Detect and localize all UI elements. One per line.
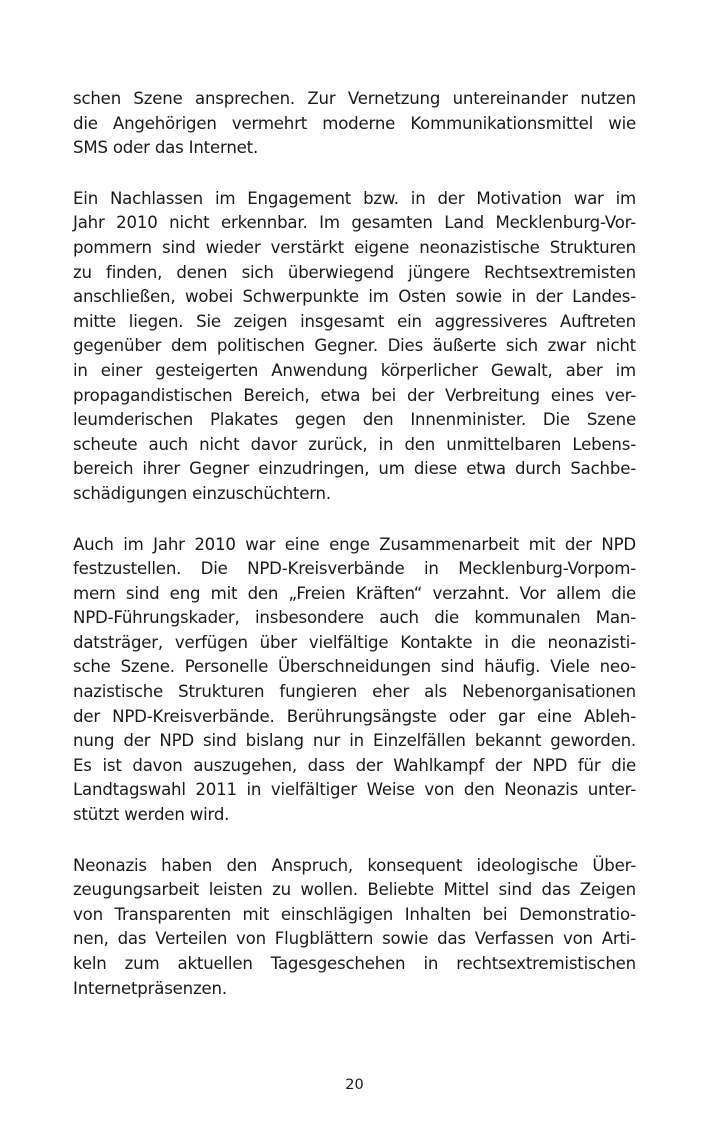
text-line: gegenüber dem politischen Gegner. Dies äußerte sich zwar nicht — [73, 336, 636, 356]
text-line: NPD-Führungskader, insbesondere auch die kommunalen Man- — [73, 608, 636, 628]
text-line: pommern sind wieder verstärkt eigene neonazistische Strukturen — [73, 237, 636, 257]
text-line: propagandistischen Bereich, etwa bei der Verbreitung eines ver- — [73, 385, 636, 405]
text-line: stützt werden wird. — [73, 805, 230, 825]
text-line: nung der NPD sind bislang nur in Einzelfällen bekannt geworden. — [73, 731, 636, 751]
text-line: zeugungsarbeit leisten zu wollen. Beliebte Mittel sind das Zeigen — [73, 880, 636, 900]
text-line: mitte liegen. Sie zeigen insgesamt ein aggressiveres Auftreten — [73, 311, 636, 331]
text-line: schädigungen einzuschüchtern. — [73, 483, 331, 503]
text-line: nazistische Strukturen fungieren eher als Nebenorganisationen — [73, 682, 636, 702]
text-line: schen Szene ansprechen. Zur Vernetzung untereinander nutzen — [73, 89, 636, 108]
page-number: 20 — [345, 1077, 364, 1093]
text-line: Ein Nachlassen im Engagement bzw. in der Motivation war im — [73, 188, 636, 208]
text-line: bereich ihrer Gegner einzudringen, um diese etwa durch Sachbe- — [73, 459, 636, 479]
text-line: die Angehörigen vermehrt moderne Kommunikationsmittel wie — [73, 113, 636, 133]
text-line: sche Szene. Personelle Überschneidungen sind häufig. Viele neo- — [73, 657, 636, 677]
text-line: leumderischen Plakates gegen den Innenminister. Die Szene — [73, 410, 636, 430]
text-line: anschließen, wobei Schwerpunkte im Osten sowie in der Landes- — [73, 287, 636, 307]
text-line: SMS oder das Internet. — [73, 138, 259, 158]
text-line: Neonazis haben den Anspruch, konsequent ideologische Über- — [73, 855, 636, 875]
text-line: Es ist davon auszugehen, dass der Wahlkampf der NPD für die — [73, 755, 636, 775]
paragraph-1 — [73, 87, 636, 161]
text-line: von Transparenten mit einschlägigen Inhalten bei Demonstratio- — [73, 904, 636, 924]
text-line: Internetpräsenzen. — [73, 978, 227, 998]
text-line: der NPD-Kreisverbände. Berührungsängste oder gar eine Ableh- — [73, 706, 636, 726]
text-line: nen, das Verteilen von Flugblättern sowie das Verfassen von Arti- — [73, 929, 636, 949]
paragraph-4 — [73, 854, 636, 1002]
page-body — [73, 87, 636, 1027]
text-line: mern sind eng mit den „Freien Kräften“ verzahnt. Vor allem die — [73, 583, 636, 603]
text-line: Jahr 2010 nicht erkennbar. Im gesamten Land Mecklenburg-Vor- — [73, 213, 636, 233]
text-line: Auch im Jahr 2010 war eine enge Zusammenarbeit mit der NPD — [73, 534, 636, 554]
paragraph-2 — [73, 187, 636, 507]
text-line: in einer gesteigerten Anwendung körperlicher Gewalt, aber im — [73, 360, 636, 380]
text-line: zu finden, denen sich überwiegend jüngere Rechtsextremisten — [73, 262, 636, 282]
text-line: festzustellen. Die NPD-Kreisverbände in Mecklenburg-Vorpom- — [73, 559, 636, 579]
paragraph-3 — [73, 533, 636, 828]
text-line: datsträger, verfügen über vielfältige Kontakte in die neonazisti- — [73, 632, 636, 652]
text-line: keln zum aktuellen Tagesgeschehen in rechtsextremistischen — [73, 954, 636, 973]
text-line: Landtagswahl 2011 in vielfältiger Weise von den Neonazis unter- — [73, 780, 636, 800]
text-line: scheute auch nicht davor zurück, in den unmittelbaren Lebens- — [73, 434, 636, 454]
